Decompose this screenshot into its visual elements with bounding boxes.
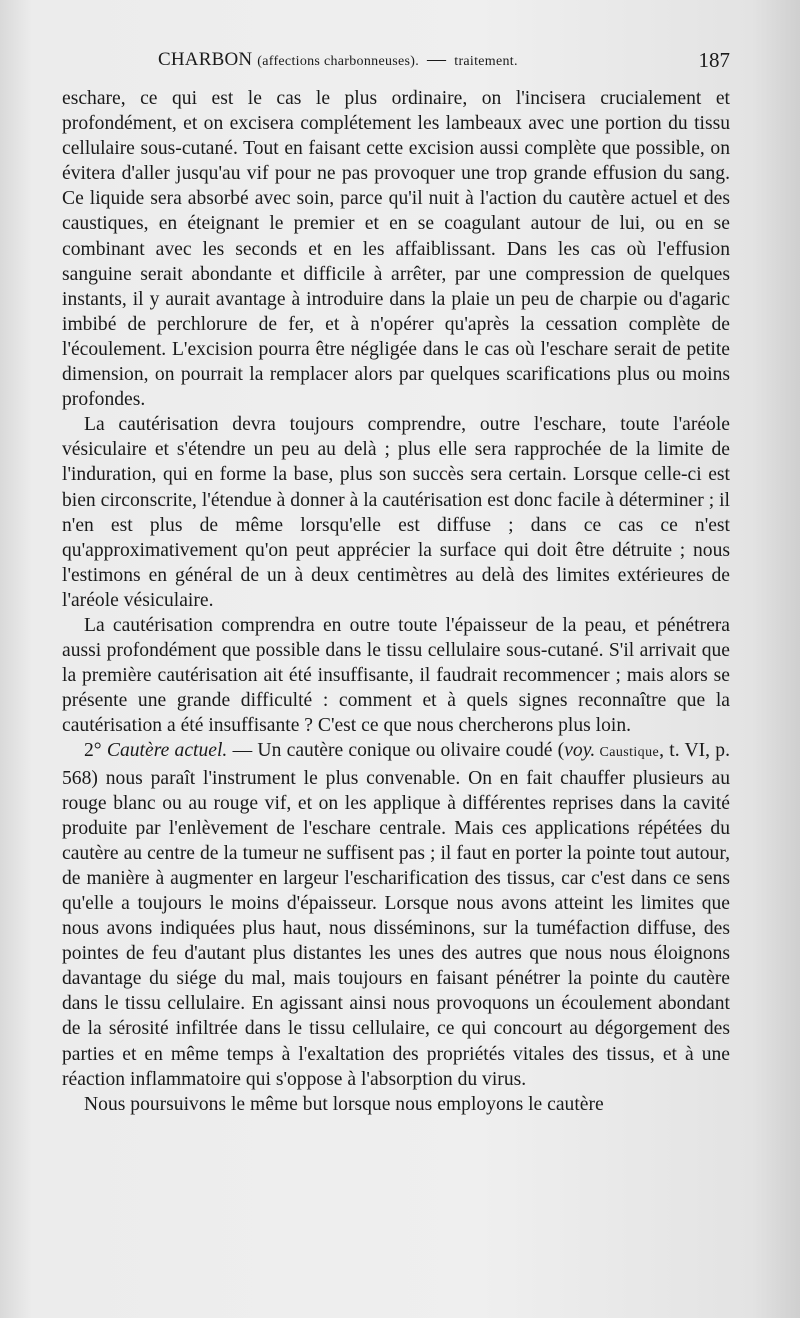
header-section: traitement. <box>454 54 518 69</box>
page-number: 187 <box>698 48 730 72</box>
header-title <box>158 48 518 74</box>
paragraph-4-part-b: , t. VI, p. 568) nous paraît l'instrument le plus convenable. On en fait chauffer plusieurs au rouge blanc ou au rouge vif, et on les applique à différentes reprises dans la cavité produite par l'enlèvement de l'eschare centrale. Mais ces applications répétées du cautère au centre de la tumeur ne suffisent pas ; il faut en porter la pointe tout autour, de manière à augmenter en largeur l'escharification des tissus, car c'est dans ce sens qu'elle a toujours le moins d'épaisseur. Lorsque nous avons atteint les limites que nous avons indiquées plus haut, nous disséminons, sur la tuméfaction diffuse, des pointes de feu d'autant plus distantes les unes des autres que nous nous éloignons davantage du siége du mal, mais toujours en faisant pénétrer la pointe du cautère dans le tissu cellulaire. En agissant ainsi nous provoquons un écoulement abondant de la sérosité infiltrée dans le tissu cellulaire, ce qui concourt au dégorgement des parties et en même temps à l'exaltation des propriétés vitales des tissus, et à une réaction inflammatoire qui s'oppose à l'absorption du virus. <box>62 740 731 1090</box>
paragraph-2: La cautérisation devra toujours comprendre, outre l'eschare, toute l'aréole vésiculaire et s'étendre un peu au delà ; plus elle sera rapprochée de la limite de l'induration, qui en forme la base, plus son succès sera certain. Lorsque celle-ci est bien circonscrite, l'étendue à donner à la cautérisation est donc facile à déterminer ; il n'en est plus de même lorsqu'elle est diffuse ; dans ce cas ce n'est qu'approximativement qu'on peut apprécier la surface qui doit être détruite ; nous l'estimons en général de un à deux centimètres au delà des limites extérieures de l'aréole vésiculaire. <box>62 414 730 611</box>
paragraph-4 <box>62 738 730 1091</box>
body-text <box>62 86 730 1117</box>
paragraph-3: La cautérisation comprendra en outre toute l'épaisseur de la peau, et pénétrera aussi profondément que possible dans le tissu cellulaire sous-cutané. S'il arrivait que la première cautérisation ait été insuffisante, il faudrait recommencer ; mais alors se présente une grande difficulté : comment et à quels signes reconnaître que la cautérisation a été insuffisante ? C'est ce que nous chercherons plus loin. <box>62 614 730 737</box>
header-dash: — <box>427 49 447 70</box>
cross-reference: Caustique <box>595 745 660 761</box>
header-title-main: CHARBON <box>158 49 253 70</box>
voy-abbrev: voy. <box>564 740 596 762</box>
header-title-subtitle: (affections charbonneuses). <box>257 54 420 69</box>
paragraph-1: eschare, ce qui est le cas le plus ordinaire, on l'incisera crucialement et profondément, et on excisera complétement les lambeaux avec une portion du tissu cellulaire sous-cutané. Tout en faisant cette excision aussi complète que possible, on évitera d'aller jusqu'au vif pour ne pas provoquer une trop grande effusion du sang. Ce liquide sera absorbé avec soin, parce qu'il nuit à l'action du cautère actuel et des caustiques, en éteignant le premier et en se coagulant autour de lui, ou en se combinant avec les seconds et en les affaiblissant. Dans les cas où l'effusion sanguine serait abondante et difficile à arrêter, par une compression de quelques instants, il y aurait avantage à introduire dans la plaie un peu de charpie ou d'agaric imbibé de perchlorure de fer, et à n'opérer qu'après la cessation complète de l'écoulement. L'excision pourra être négligée dans le cas où l'eschare serait de petite dimension, on pourrait la remplacer alors par quelques scarifications plus ou moins profondes. <box>62 88 730 411</box>
paragraph-4-part-a: — Un cautère conique ou olivaire coudé ( <box>227 740 565 762</box>
section-number: 2° <box>84 740 107 762</box>
paragraph-5: Nous poursuivons le même but lorsque nous employons le cautère <box>84 1093 604 1115</box>
section-heading: Cautère actuel. <box>106 740 228 762</box>
